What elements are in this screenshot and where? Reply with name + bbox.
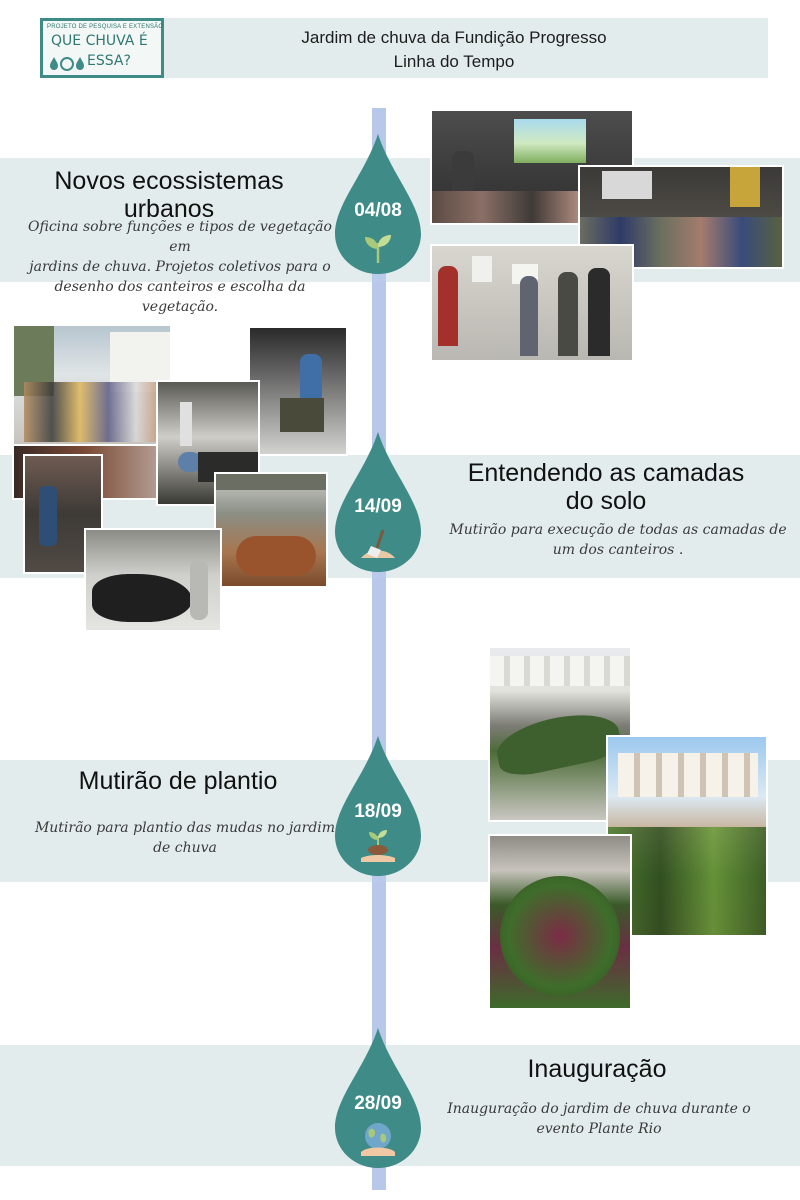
event-2-desc-line2: um dos canteiros . bbox=[552, 542, 684, 558]
earth-hands-icon bbox=[357, 1118, 399, 1160]
event-2-desc-line1: Mutirão para execução de todas as camadas de bbox=[449, 522, 787, 538]
hand-seedling-icon bbox=[357, 828, 399, 868]
event-3-date-drop bbox=[333, 736, 423, 876]
page-title bbox=[164, 26, 744, 74]
logo-main-text: QUE CHUVA É bbox=[51, 33, 148, 49]
event-4-date-drop bbox=[333, 1028, 423, 1168]
event-4-desc-line2: evento Plante Rio bbox=[536, 1121, 662, 1137]
event-1-date-drop bbox=[333, 134, 423, 274]
event-1-date: 04/08 bbox=[354, 200, 402, 221]
sprout-icon bbox=[360, 229, 396, 265]
event-1-desc-line3: desenho dos canteiros e escolha da vegetação. bbox=[54, 279, 306, 315]
workshop-photo-3 bbox=[432, 246, 632, 360]
event-4-desc-line1: Inauguração do jardim de chuva durante o bbox=[447, 1101, 751, 1117]
event-1-title-line1: Novos ecossistemas bbox=[54, 167, 284, 195]
event-1-title bbox=[40, 167, 298, 223]
planting-photo bbox=[608, 737, 766, 935]
logo-top-text: PROJETO DE PESQUISA E EXTENSÃO bbox=[47, 24, 164, 30]
event-2-title bbox=[458, 459, 754, 515]
event-2-title-line2: do solo bbox=[565, 487, 647, 515]
event-3-desc-line1: Mutirão para plantio das mudas no jardim bbox=[34, 820, 336, 836]
event-2-title-line1: Entendendo as camadas bbox=[467, 459, 745, 487]
planted-bed-photo bbox=[490, 836, 630, 1008]
event-4-description bbox=[444, 1099, 754, 1139]
event-3-description bbox=[22, 818, 348, 858]
event-3-date: 18/09 bbox=[354, 801, 402, 822]
event-4-title: Inauguração bbox=[527, 1055, 667, 1083]
event-3-desc-line2: de chuva bbox=[153, 840, 217, 856]
project-logo bbox=[40, 18, 164, 78]
page-title-line2: Linha do Tempo bbox=[393, 52, 515, 71]
rain-drops-icon bbox=[49, 55, 85, 71]
event-3-title: Mutirão de plantio bbox=[78, 767, 278, 795]
event-1-title-line2: urbanos bbox=[123, 195, 215, 223]
event-1-desc-line1: Oficina sobre funções e tipos de vegetação em bbox=[28, 219, 332, 255]
page-title-line1: Jardim de chuva da Fundição Progresso bbox=[301, 28, 607, 47]
event-2-date: 14/09 bbox=[354, 496, 402, 517]
event-2-description bbox=[446, 520, 790, 560]
event-1-desc-line2: jardins de chuva. Projetos coletivos para o bbox=[29, 259, 331, 275]
event-4-date: 28/09 bbox=[354, 1093, 402, 1114]
wheelbarrow-photo bbox=[250, 328, 346, 454]
excavation-photo bbox=[216, 474, 326, 586]
event-2-date-drop bbox=[333, 432, 423, 572]
logo-essa-text: ESSA? bbox=[87, 53, 131, 69]
group-photo bbox=[14, 326, 170, 446]
event-1-description bbox=[20, 217, 340, 317]
liner-photo bbox=[86, 530, 220, 630]
shovel-icon bbox=[357, 526, 399, 564]
